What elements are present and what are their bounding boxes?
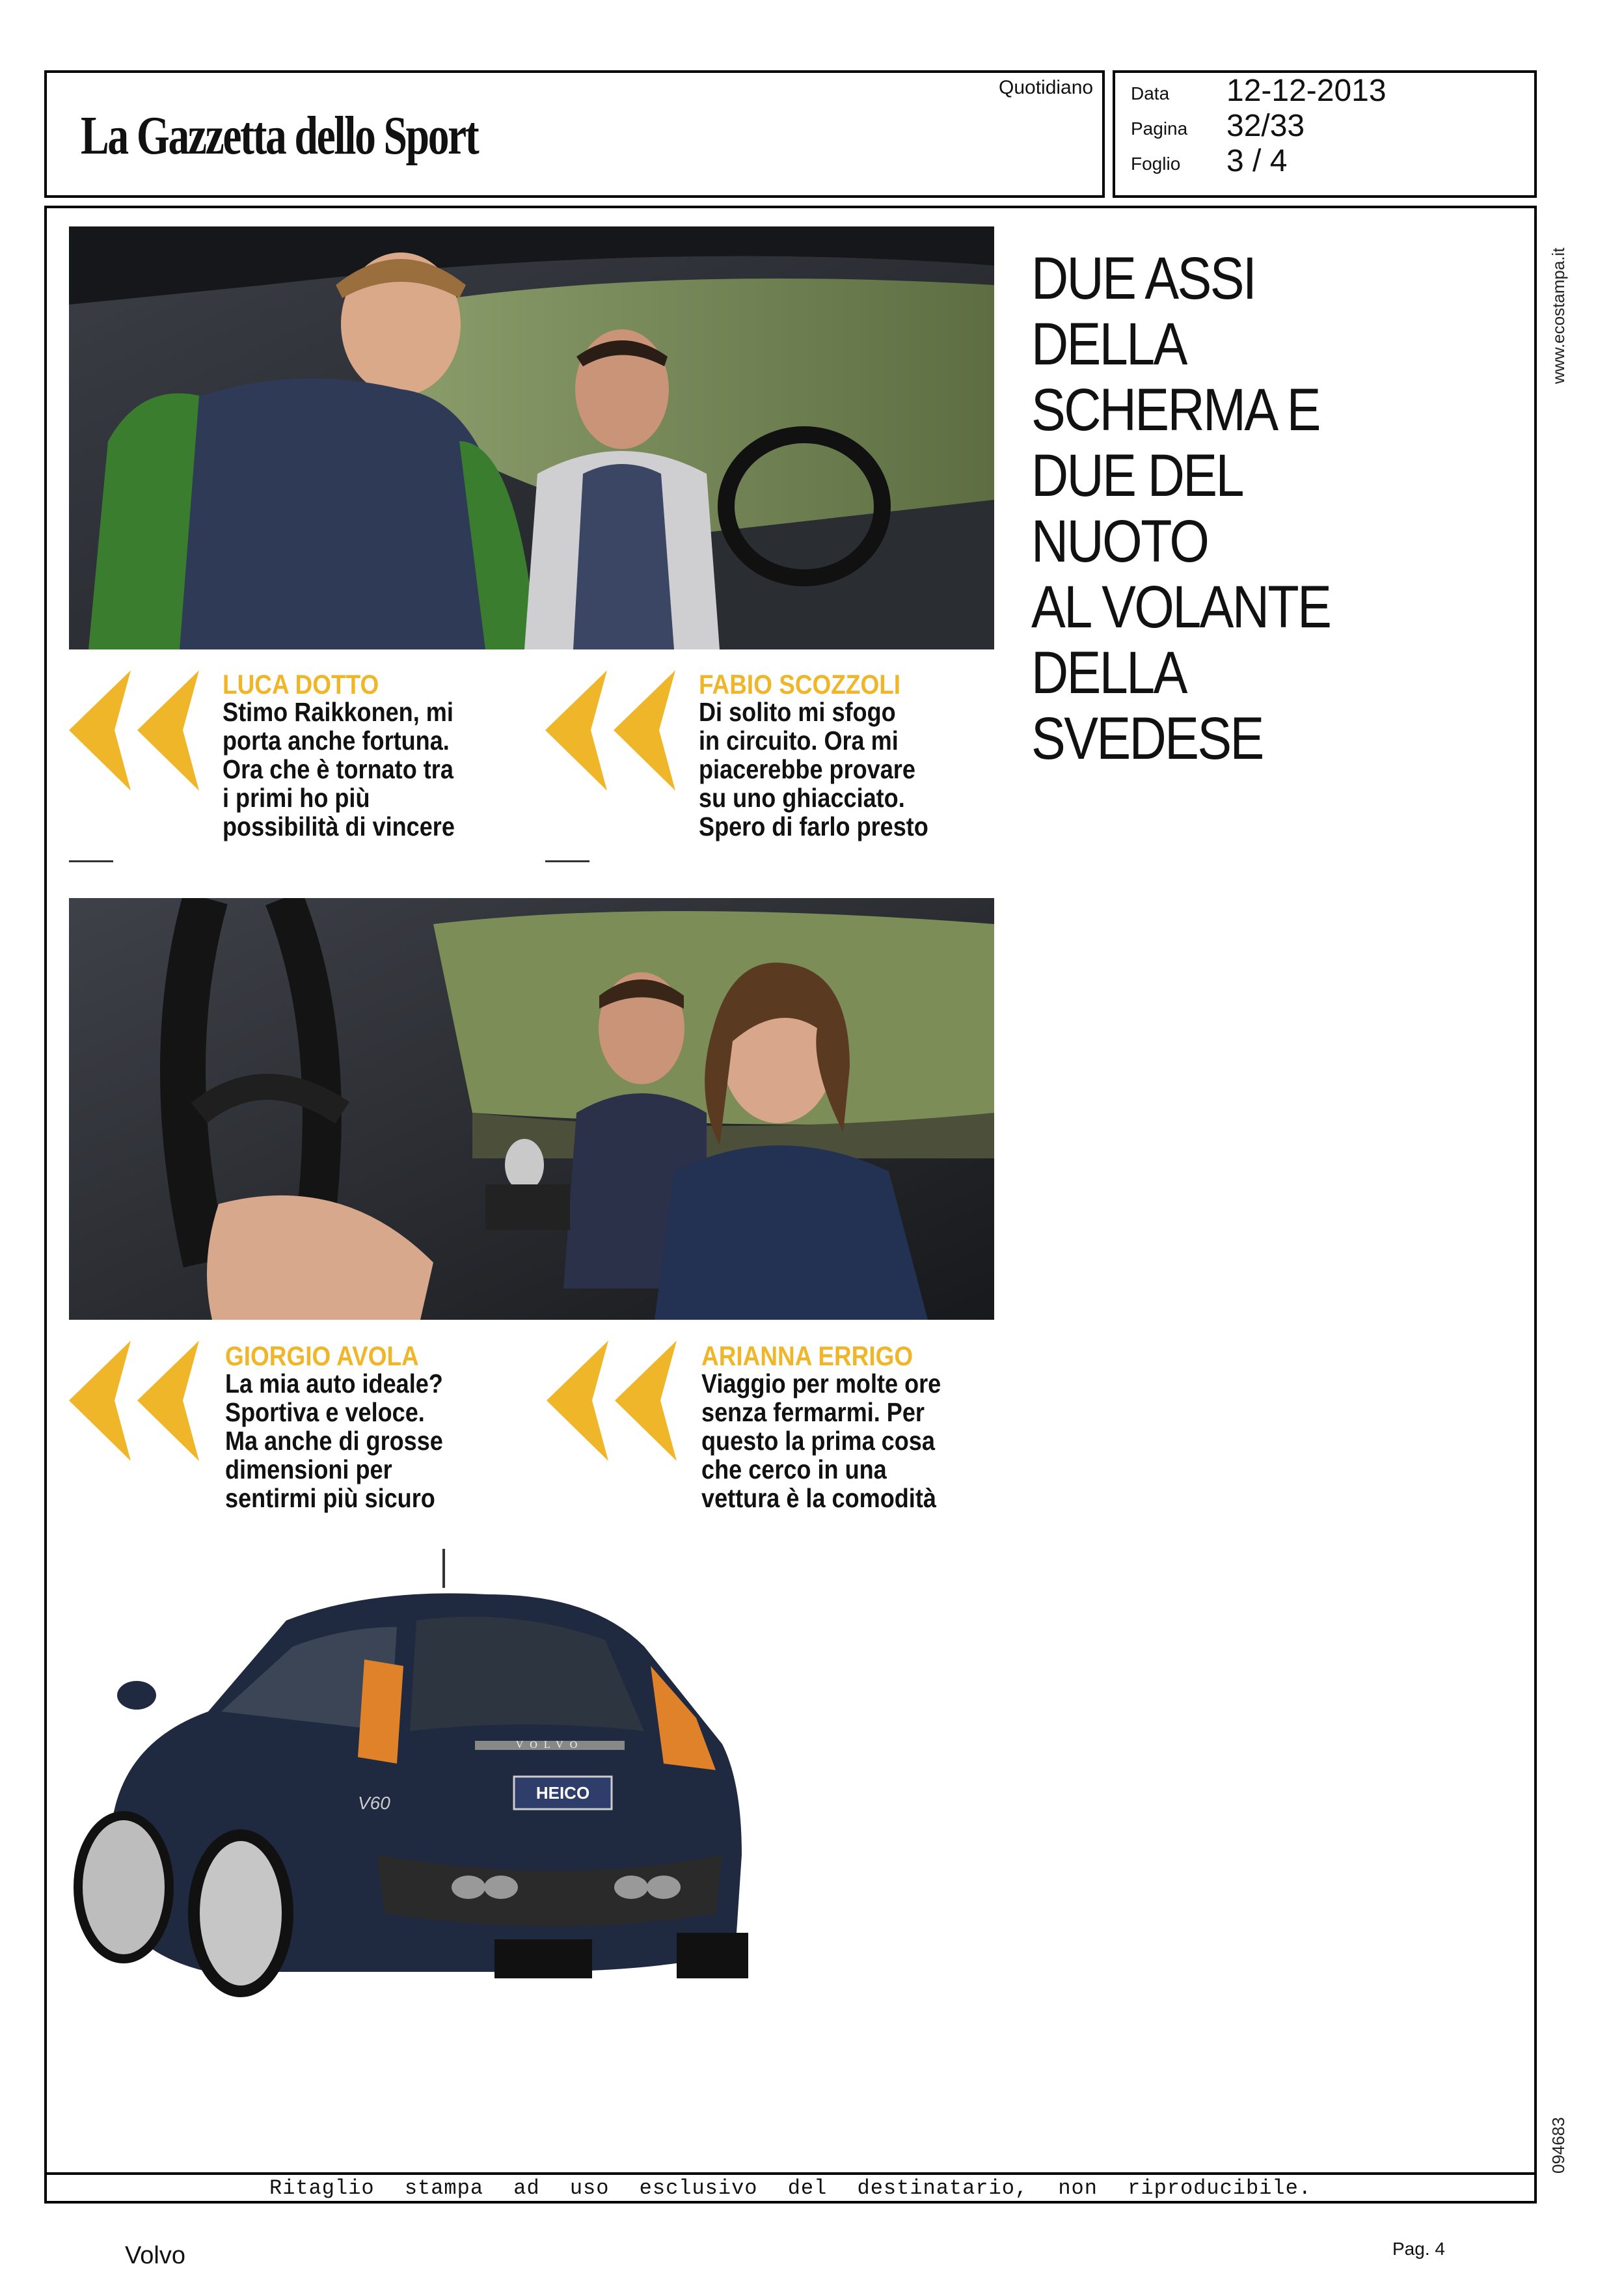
- plate-text: HEICO: [535, 1783, 590, 1803]
- client-name: Volvo: [125, 2242, 185, 2269]
- quote-text-errigo: Viaggio per molte ore senza fermarmi. Per questo la prima cosa che cerco in una vettura è la comodità: [701, 1369, 941, 1513]
- quote-mark-icon: [545, 670, 675, 791]
- newspaper-logo: La Gazzetta dello Sport: [81, 105, 478, 166]
- sheet-value: 3 / 4: [1226, 144, 1288, 178]
- quote-rule: [545, 860, 589, 862]
- quote-text-avola: La mia auto ideale? Sportiva e veloce. Ma anche di grosse dimensioni per sentirmi più sicuro: [225, 1369, 443, 1513]
- quote-mark-icon: [69, 1341, 199, 1461]
- publication-type: Quotidiano: [999, 77, 1094, 98]
- quote-rule: [69, 860, 113, 862]
- volvo-badge-text: VOLVO: [515, 1740, 584, 1751]
- quote-author-errigo: ARIANNA ERRIGO: [701, 1341, 914, 1371]
- date-label: Data: [1131, 83, 1170, 103]
- clipping-code: 094683: [1549, 2117, 1568, 2174]
- volvo-car-image: [72, 1549, 807, 2004]
- quote-mark-icon: [547, 1341, 677, 1461]
- quote-author-dotto: LUCA DOTTO: [223, 669, 379, 700]
- article-headline: DUE ASSI DELLA SCHERMA E DUE DEL NUOTO AL VOLANTE DELLA SVEDESE: [1031, 245, 1331, 772]
- page-number: Pag. 4: [1392, 2239, 1445, 2259]
- quote-text-scozzoli: Di solito mi sfogo in circuito. Ora mi piacerebbe provare su uno ghiacciato. Spero di farlo presto: [699, 697, 928, 841]
- photo-avola-errigo: [69, 898, 994, 1320]
- page-value: 32/33: [1226, 109, 1305, 143]
- website-vertical: www.ecostampa.it: [1549, 247, 1568, 384]
- footer-divider: [44, 2172, 1537, 2175]
- reproduction-notice: Ritaglio stampa ad uso esclusivo del destinatario, non riproducibile.: [269, 2176, 1312, 2200]
- quote-text-dotto: Stimo Raikkonen, mi porta anche fortuna. Ora che è tornato tra i primi ho più possibilità di vincere: [223, 697, 455, 841]
- date-value: 12-12-2013: [1226, 74, 1387, 108]
- page-label: Pagina: [1131, 118, 1188, 139]
- model-badge-text: V60: [358, 1793, 390, 1813]
- quote-author-avola: GIORGIO AVOLA: [225, 1341, 419, 1371]
- photo-dotto-scozzoli: [69, 226, 994, 649]
- sheet-label: Foglio: [1131, 154, 1181, 174]
- quote-mark-icon: [69, 670, 199, 791]
- quote-author-scozzoli: FABIO SCOZZOLI: [699, 669, 901, 700]
